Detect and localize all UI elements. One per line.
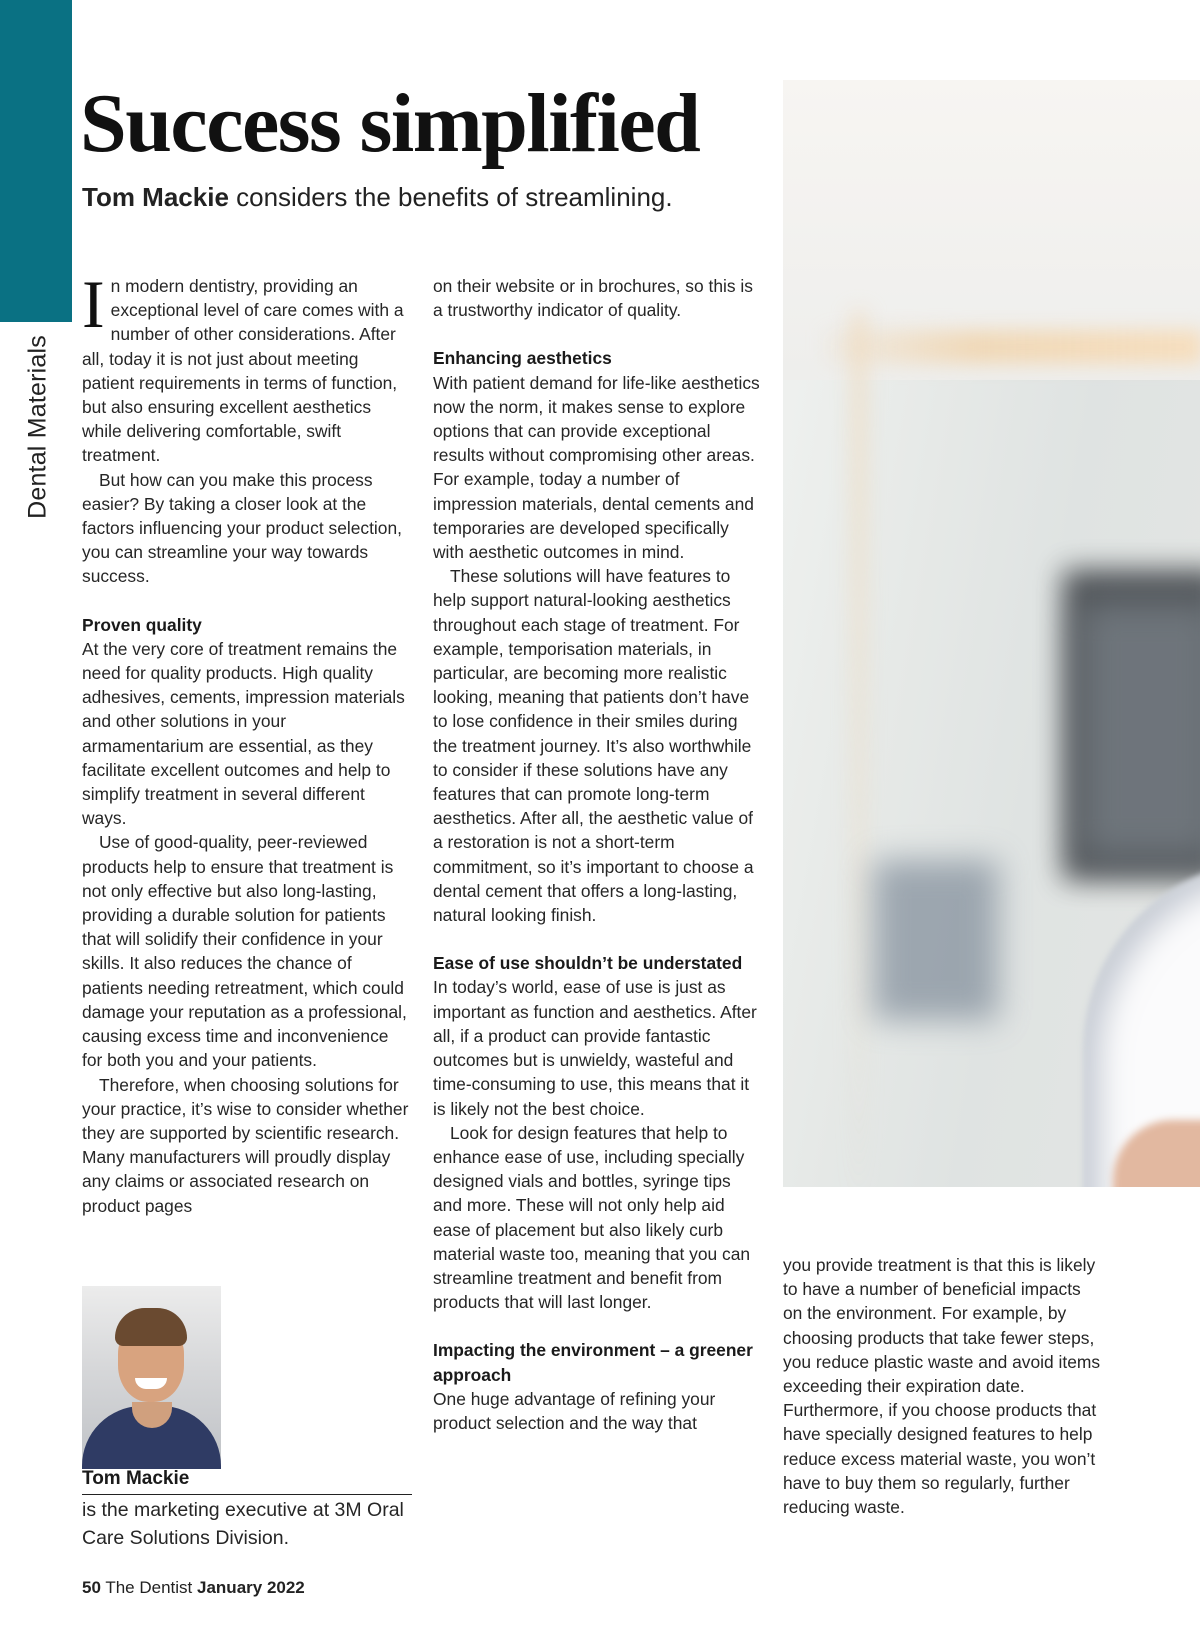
intro-paragraph xyxy=(82,266,412,468)
author-name: Tom Mackie xyxy=(82,1468,412,1495)
author-bio: is the marketing executive at 3M Oral Care Solutions Division. xyxy=(82,1499,404,1549)
intro-text: n modern dentistry, providing an exceptional level of care comes with a number of other considerations. After all, today it is not just about meeting patient requirements in terms of function, but also ensuring excellent aesthetics while delivering comfortable, swift treatment. xyxy=(82,276,404,466)
proven-paragraph-3-continued: on their website or in brochures, so this is a trustworthy indicator of quality. xyxy=(433,276,753,321)
feature-photo-dentist xyxy=(783,80,1200,1187)
section-color-bar xyxy=(0,0,72,322)
subheading-proven-quality: Proven quality xyxy=(82,614,202,635)
ease-paragraph-2: Look for design features that help to enhance ease of use, including specially designed vials and bottles, syringe tips and more. These will not only help aid ease of placement but also likely curb material waste too, meaning that you can streamline treatment and benefit from products that will last longer. xyxy=(433,1122,751,1313)
author-photo xyxy=(82,1286,221,1469)
article-standfirst xyxy=(82,182,673,213)
publication-name: The Dentist xyxy=(105,1578,193,1597)
subheading-enhancing-aesthetics: Enhancing aesthetics xyxy=(433,348,612,369)
drop-cap: I xyxy=(82,266,105,342)
environment-paragraph-continued: you provide treatment is that this is likely to have a number of beneficial impacts on the environment. For example, by choosing products that take fewer steps, you reduce plastic waste and avoid items exceeding their expiration date. Furthermore, if you choose products that have specially designed features to help reduce excess material waste, you won’t have to buy them so regularly, further reducing waste. xyxy=(783,1255,1101,1518)
issue-date: January 2022 xyxy=(197,1578,305,1597)
standfirst-text: considers the benefits of streamlining. xyxy=(236,182,673,212)
aesthetics-paragraph-1: With patient demand for life-like aesthetics now the norm, it makes sense to explore options that can provide exceptional results without compromising other areas. For example, today a number of impression materials, dental cements and temporaries are developed specifically with aesthetic outcomes in mind. xyxy=(433,372,760,563)
subheading-ease-of-use: Ease of use shouldn’t be understated xyxy=(433,953,743,974)
subheading-environment: Impacting the environment – a greener approach xyxy=(433,1340,753,1385)
standfirst-author: Tom Mackie xyxy=(82,182,229,212)
page-number: 50 xyxy=(82,1578,101,1597)
aesthetics-paragraph-2: These solutions will have features to help support natural-looking aesthetics throughout each stage of treatment. For example, temporisation materials, in particular, are becoming more realistic looking, meaning that patients don’t have to lose confidence in their smiles during the treatment journey. It’s also worthwhile to consider if these solutions have any features that can promote long-term aesthetics. After all, the aesthetic value of a restoration is not a short-term commitment, so it’s important to choose a dental cement that offers a long-lasting, natural looking finish. xyxy=(433,566,754,926)
section-label: Dental Materials xyxy=(23,335,52,519)
proven-paragraph-1: At the very core of treatment remains the need for quality products. High quality adhesives, cements, impression materials and other solutions in your armamentarium are essential, as they facilitate excellent outcomes and help to simplify treatment in several different ways. xyxy=(82,638,405,829)
page-footer xyxy=(82,1578,305,1598)
ease-paragraph-1: In today’s world, ease of use is just as important as function and aesthetics. After all, if a product can provide fantastic outcomes but is unwieldy, wasteful and time-consuming to use, this means that it is likely not the best choice. xyxy=(433,977,757,1119)
proven-paragraph-3: Therefore, when choosing solutions for your practice, it’s wise to consider whether they are supported by scientific research. Many manufacturers will proudly display any claims or associated research on product pages xyxy=(82,1074,409,1216)
article-column-3 xyxy=(783,1253,1103,1519)
article-column-1 xyxy=(82,266,412,1218)
environment-paragraph-1: One huge advantage of refining your product selection and the way that xyxy=(433,1388,716,1433)
article-column-2 xyxy=(433,274,763,1435)
intro-paragraph-2: But how can you make this process easier? By taking a closer look at the factors influencing your product selection, you can streamline your way towards success. xyxy=(82,469,402,587)
article-title: Success simplified xyxy=(80,77,700,170)
proven-paragraph-2: Use of good-quality, peer-reviewed products help to ensure that treatment is not only effective but also long-lasting, providing a durable solution for patients that will solidify their confidence in your skills. It also reduces the chance of patients needing retreatment, which could damage your reputation as a professional, causing excess time and inconvenience for both you and your patients. xyxy=(82,832,407,1071)
